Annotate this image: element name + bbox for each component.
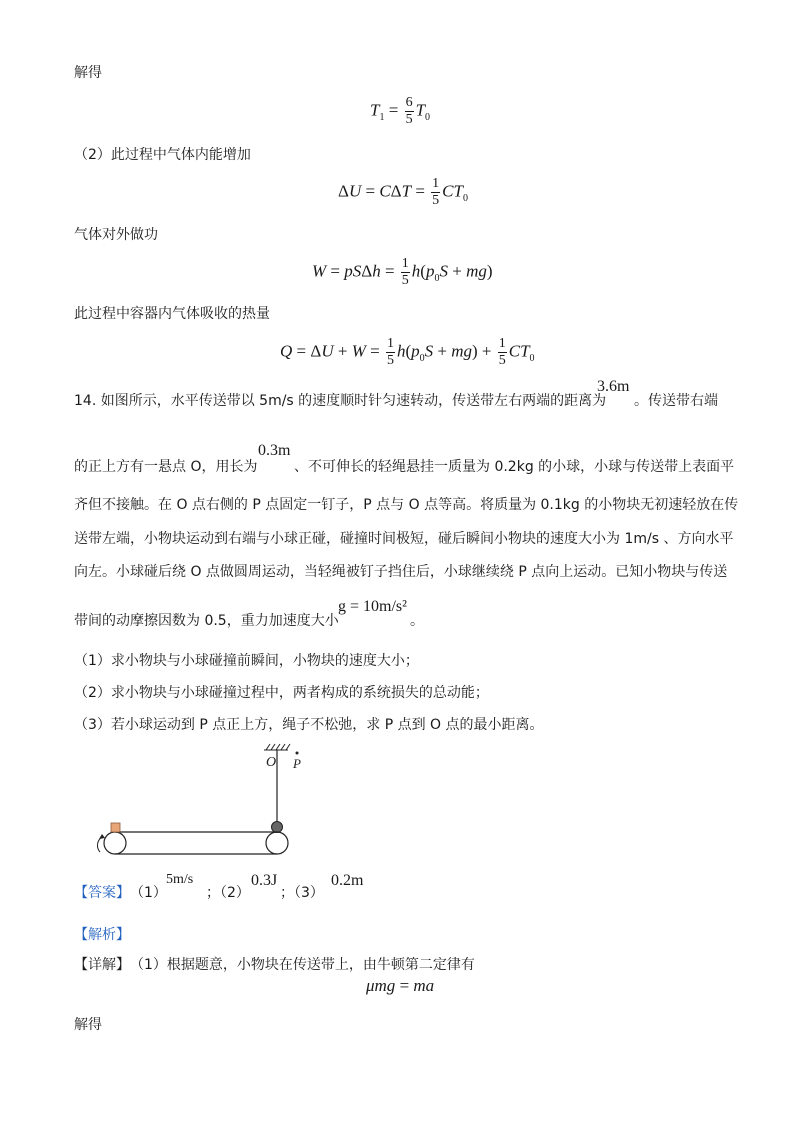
problem-line-1b: 。传送带右端 — [634, 393, 718, 409]
text-jiede: 解得 — [74, 65, 102, 81]
ceiling-hatch — [264, 744, 290, 750]
conveyor-figure — [90, 742, 310, 868]
answer-sep-2: ；（3） — [280, 885, 324, 901]
problem-line-3: 齐但不接触。在 O 点右侧的 P 点固定一钉子，P 点与 O 点等高。将质量为 0.1kg 的小物块无初速轻放在传 — [74, 497, 739, 513]
problem-length: 0.3m — [258, 442, 291, 459]
answer-3: 0.2m — [331, 872, 364, 889]
conveyor-belt — [104, 832, 288, 854]
work-label: 气体对外做功 — [74, 227, 158, 243]
detail-text: （1）根据题意，小物块在传送带上，由牛顿第二定律有 — [130, 957, 475, 973]
problem-gravity: g = 10m/s² — [338, 598, 407, 615]
problem-line-4: 送带左端，小物块运动到右端与小球正碰，碰撞时间极短，碰后瞬间小物块的速度大小为 1m/s 、方向水平 — [74, 531, 734, 547]
answer-1: 5m/s — [166, 872, 194, 887]
question-1: （1）求小物块与小球碰撞前瞬间，小物块的速度大小； — [74, 653, 419, 669]
analysis-tag: 【解析】 — [74, 927, 130, 943]
equation-t1: $T_1$ = $\frac{6}{5}$ $T_0$ — [370, 95, 431, 127]
equation-heat: Q = ΔU + W = $\frac{1}{5}$ $h(p_0S + mg)$ + $\frac{1}{5}$ $CT_0$ — [280, 336, 535, 368]
answer-tag: 【答案】 — [74, 885, 130, 901]
equation-delta-u: ΔU = CΔT = $\frac{1}{5}$ $CT_0$ — [338, 176, 468, 208]
block — [111, 823, 120, 832]
problem-line-6a: 带间的动摩擦因数为 0.5，重力加速度大小 — [74, 613, 339, 629]
problem-line-5: 向左。小球碰后绕 O 点做圆周运动，当轻绳被钉子挡住后，小球继续绕 P 点向上运动。已知小物块与传送 — [74, 564, 728, 580]
answer-num-1: （1） — [130, 885, 167, 901]
problem-line-2b: 、不可伸长的轻绳悬挂一质量为 0.2kg 的小球，小球与传送带上表面平 — [294, 459, 735, 475]
answer-2: 0.3J — [251, 872, 278, 889]
part2-intro: （2）此过程中气体内能增加 — [74, 147, 251, 163]
ball — [272, 822, 283, 833]
text-jiede-2: 解得 — [74, 1017, 102, 1033]
label-o: O — [266, 755, 277, 770]
rotation-arrow — [97, 837, 102, 852]
label-p: P — [293, 756, 301, 771]
problem-line-1a: 14. 如图所示，水平传送带以 5m/s 的速度顺时针匀速转动，传送带左右两端的距离为 — [74, 393, 607, 409]
answer-sep-1: ；（2） — [206, 885, 250, 901]
detail-tag: 【详解】 — [74, 957, 130, 973]
equation-work: W = pSΔh = $\frac{1}{5}$ $h(p_0S + mg)$ — [312, 256, 493, 288]
problem-line-2a: 的正上方有一悬点 O，用长为 — [74, 459, 258, 475]
problem-line-6b: 。 — [410, 613, 424, 629]
question-3: （3）若小球运动到 P 点正上方，绳子不松弛，求 P 点到 O 点的最小距离。 — [74, 717, 544, 733]
equation-newton: μmg = ma — [366, 976, 435, 995]
nail-p — [296, 752, 299, 755]
problem-distance: 3.6m — [597, 378, 630, 395]
heat-label: 此过程中容器内气体吸收的热量 — [74, 306, 270, 322]
question-2: （2）求小物块与小球碰撞过程中，两者构成的系统损失的总动能； — [74, 685, 489, 701]
